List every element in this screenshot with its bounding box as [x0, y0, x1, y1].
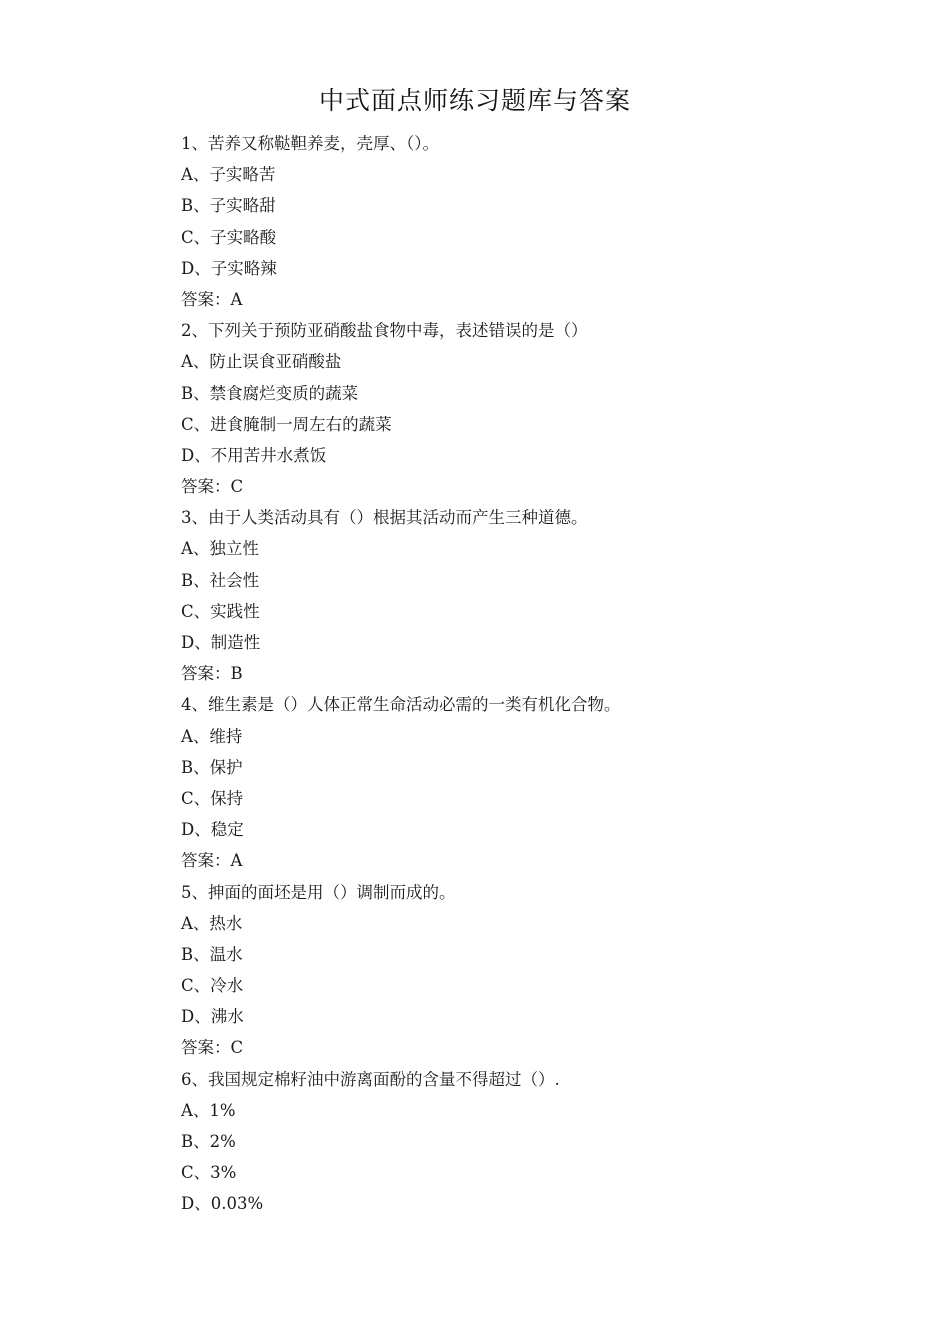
option-b: B、温水: [181, 944, 243, 964]
option-b: B、保护: [181, 757, 243, 777]
option-a: A、独立性: [181, 539, 259, 559]
question-list: [181, 128, 881, 1220]
option-c: C、冷水: [181, 976, 244, 996]
option-d: D、子实略辣: [181, 258, 277, 278]
option-d: D、稳定: [181, 820, 244, 840]
answer-line: 答案：C: [181, 477, 244, 497]
option-d: D、0.03%: [181, 1194, 264, 1214]
question-stem: 4、维生素是（）人体正常生命活动必需的一类有机化合物。: [181, 695, 621, 715]
option-b: B、2%: [181, 1132, 236, 1151]
question-stem: 6、我国规定棉籽油中游离面酚的含量不得超过（）.: [181, 1069, 560, 1089]
option-a: A、热水: [181, 913, 243, 933]
answer-line: 答案：A: [181, 289, 243, 309]
option-c: C、3%: [181, 1163, 237, 1183]
option-c: C、子实略酸: [181, 227, 277, 247]
option-d: D、制造性: [181, 633, 261, 652]
answer-line: 答案：B: [181, 664, 243, 684]
option-a: A、防止误食亚硝酸盐: [181, 352, 342, 372]
question-stem: 5、抻面的面坯是用（）调制而成的。: [181, 882, 456, 902]
option-b: B、社会性: [181, 570, 260, 590]
question-stem: 3、由于人类活动具有（）根据其活动而产生三种道德。: [181, 508, 588, 528]
option-d: D、沸水: [181, 1007, 244, 1027]
option-a: A、1%: [181, 1100, 236, 1120]
page-title: 中式面点师练习题库与答案: [318, 86, 631, 115]
option-c: C、保持: [181, 788, 244, 808]
question-stem: 1、苦养又称鞑靼养麦，壳厚、（）。: [181, 134, 439, 153]
answer-line: 答案：C: [181, 1038, 244, 1058]
option-a: A、子实略苦: [181, 165, 276, 185]
answer-line: 答案：A: [181, 851, 243, 871]
question-stem: 2、下列关于预防亚硝酸盐食物中毒，表述错误的是（）: [181, 321, 588, 341]
option-c: C、实践性: [181, 601, 260, 621]
option-b: B、禁食腐烂变质的蔬菜: [181, 383, 359, 403]
option-d: D、不用苦井水煮饭: [181, 445, 327, 465]
option-c: C、进食腌制一周左右的蔬菜: [181, 414, 392, 434]
option-b: B、子实略甜: [181, 196, 276, 216]
option-a: A、维持: [181, 726, 243, 746]
